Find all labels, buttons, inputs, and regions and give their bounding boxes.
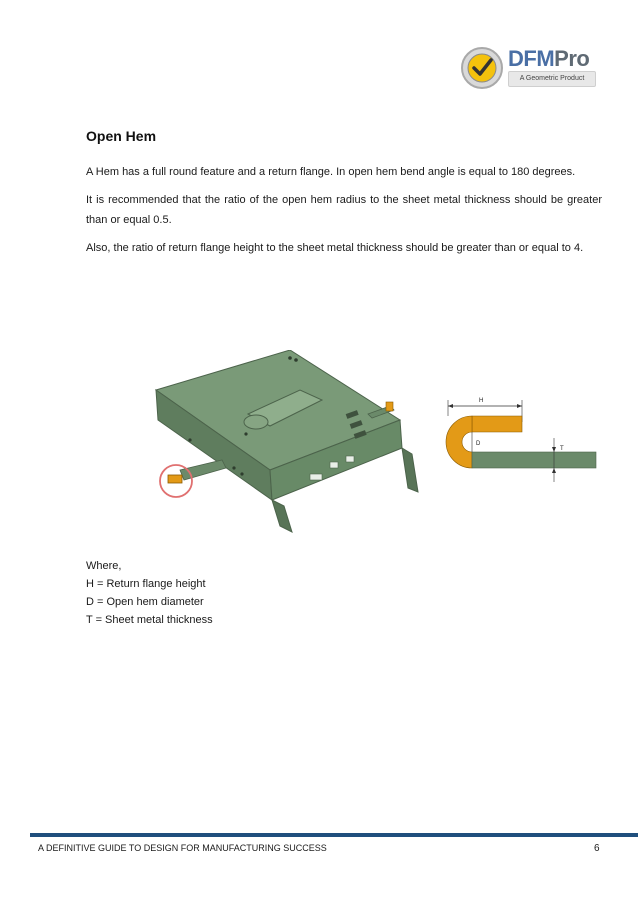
dim-d-label: D (476, 441, 481, 447)
page-number: 6 (594, 843, 600, 854)
dim-h-arrow-right (517, 404, 522, 408)
dim-h-label: H (479, 398, 484, 404)
section-title: Open Hem (86, 128, 157, 144)
model-slot (310, 474, 322, 480)
model-right-leg (402, 448, 418, 492)
model-hole (294, 358, 298, 362)
check-logo-icon (460, 46, 504, 90)
model-slot (346, 456, 354, 462)
hem-sheet (472, 452, 596, 468)
open-hem-cross-section (436, 392, 604, 492)
footer-rule (30, 833, 638, 837)
logo-tagline: A Geometric Product (508, 71, 596, 87)
dfmpro-logo (456, 40, 606, 96)
dim-t-arrow-top (552, 447, 556, 452)
dim-h-arrow-left (448, 404, 453, 408)
dimension-legend (86, 557, 213, 629)
paragraph-radius-ratio: It is recommended that the ratio of the open hem radius to the sheet metal thickness should be greater than or equal 0.5. (86, 194, 602, 226)
model-front-leg (272, 500, 292, 532)
dim-t-label: T (560, 446, 564, 452)
model-hole (244, 432, 247, 435)
hem-bend (446, 416, 472, 468)
model-hole (240, 472, 243, 475)
legend-item-h: H = Return flange height (86, 578, 206, 590)
legend-item-t: T = Sheet metal thickness (86, 614, 213, 626)
legend-item-d: D = Open hem diameter (86, 596, 204, 608)
dim-t-arrow-bottom (552, 468, 556, 473)
hem-return-flange (472, 416, 522, 432)
model-hole (232, 466, 235, 469)
legend-intro: Where, (86, 560, 122, 572)
logo-wordmark (508, 46, 589, 72)
logo-dfm: DFM (508, 46, 555, 71)
sheet-metal-model-illustration (150, 350, 440, 540)
footer-title: A DEFINITIVE GUIDE TO DESIGN FOR MANUFACTURING SUCCESS (38, 843, 327, 853)
model-slot (330, 462, 338, 468)
model-right-hem (386, 402, 393, 411)
logo-pro: Pro (554, 46, 590, 71)
model-hole (188, 438, 191, 441)
paragraph-flange-ratio: Also, the ratio of return flange height to the sheet metal thickness should be greater than or equal to 4. (86, 242, 584, 254)
model-pocket-boss (244, 415, 268, 429)
model-hole (288, 356, 292, 360)
model-left-hem (168, 475, 182, 483)
paragraph-definition: A Hem has a full round feature and a return flange. In open hem bend angle is equal to 180 degrees. (86, 166, 576, 178)
section-content (86, 128, 602, 266)
